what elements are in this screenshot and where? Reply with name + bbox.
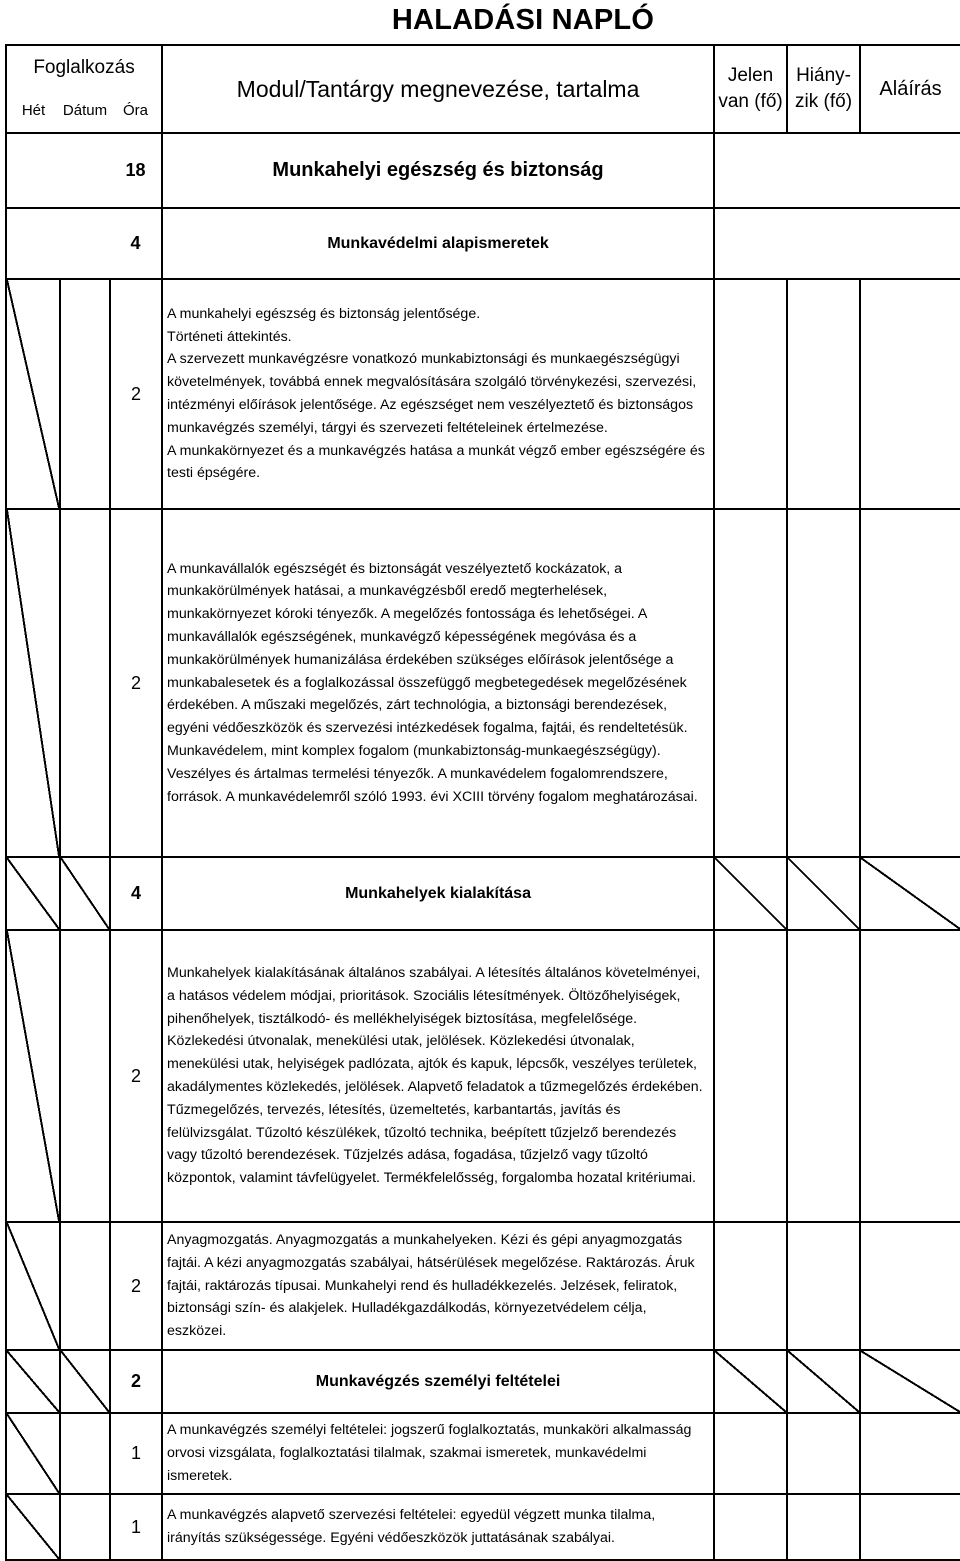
- hour-cell: 2: [110, 509, 162, 857]
- content-row: [6, 279, 960, 509]
- present-cell: [714, 509, 787, 857]
- hour-cell: 2: [110, 279, 162, 509]
- present-cell: [714, 930, 787, 1222]
- date-cell: [60, 279, 110, 509]
- present-cell: [714, 279, 787, 509]
- absent-cell: [787, 1222, 860, 1350]
- date-cell: [60, 1494, 110, 1560]
- present-cell: [714, 857, 787, 930]
- week-cell: [6, 1222, 60, 1350]
- topic-row: [6, 857, 960, 930]
- topic-row: [6, 208, 960, 279]
- present-cell: [714, 1350, 787, 1413]
- signature-cell: [860, 930, 960, 1222]
- week-cell: [6, 1413, 60, 1494]
- module-title: Munkahelyi egészség és biztonság: [162, 133, 714, 208]
- header-row-top: [6, 45, 960, 89]
- content-text: Anyagmozgatás. Anyagmozgatás a munkahelyeken. Kézi és gépi anyagmozgatás fajtái. A kézi anyagmozgatás szabályai, hátsérülések megelőzése. Raktározás. Áruk fajtái, raktározás típusai. Munkahelyi rend és hulladékkezelés. Jelzések, feliratok, biztonsági szín- és alakjelek. Hulladékgazdálkodás, környezetvédelem célja, eszközei.: [162, 1222, 714, 1350]
- absent-cell: [787, 1350, 860, 1413]
- week-cell: [6, 857, 60, 930]
- date-cell: [60, 930, 110, 1222]
- absent-cell: [787, 279, 860, 509]
- signature-cell: [860, 1350, 960, 1413]
- header-absent: Hiány-zik (fő): [787, 45, 860, 133]
- header-signature: Aláírás: [860, 45, 960, 133]
- absent-cell: [787, 509, 860, 857]
- signature-cell: [860, 1494, 960, 1560]
- signature-cell: [860, 509, 960, 857]
- week-cell: [6, 279, 60, 509]
- content-row: [6, 1413, 960, 1494]
- topic-hours: 2: [110, 1350, 162, 1413]
- week-cell: [6, 1494, 60, 1560]
- topic-title: Munkavégzés személyi feltételei: [162, 1350, 714, 1413]
- content-text: A munkavégzés alapvető szervezési feltételei: egyedül végzett munka tilalma, irányítás szükségessége. Egyéni védőeszközök juttatásának szabályai.: [162, 1494, 714, 1560]
- topic-hours: 4: [110, 208, 162, 279]
- absent-cell: [787, 857, 860, 930]
- present-cell: [714, 1222, 787, 1350]
- absent-cell: [787, 1413, 860, 1494]
- header-group-label: Foglalkozás: [6, 45, 162, 89]
- progress-log-table: [5, 44, 960, 1561]
- absent-cell: [787, 930, 860, 1222]
- date-cell: [60, 1350, 110, 1413]
- week-cell: [6, 930, 60, 1222]
- header-present: Jelen van (fő): [714, 45, 787, 133]
- hour-cell: 1: [110, 1494, 162, 1560]
- topic-hours: 4: [110, 857, 162, 930]
- date-cell: [60, 1222, 110, 1350]
- date-cell: [60, 1413, 110, 1494]
- header-week: Hét: [6, 89, 60, 133]
- content-row: [6, 930, 960, 1222]
- content-text: A munkahelyi egészség és biztonság jelentősége. Történeti áttekintés. A szervezett munkavégzésre vonatkozó munkabiztonsági és munkaegészségügyi követelmények, továbbá ennek megvalósítására szolgáló törvénykezési, szervezési, intézményi előírások jelentősége. Az egészséget nem veszélyeztető és biztonságos munkavégzés személyi, tárgyi és szervezeti feltételeinek értelmezése. A munkakörnyezet és a munkavégzés hatása a munkát végző ember egészségére és testi épségére.: [162, 279, 714, 509]
- content-text: A munkavállalók egészségét és biztonságát veszélyeztető kockázatok, a munkakörülmények hatásai, a munkavégzésből eredő megterhelések, munkakörnyezet kóroki tényezők. A megelőzés fontossága és lehetőségei. A munkavállalók egészségének, munkavégző képességének megóvása és a munkakörülmények humanizálása érdekében szükséges előírások jelentősége a munkabalesetek és a foglalkozással összefüggő megbetegedések megelőzésének érdekében. A műszaki megelőzés, zárt technológia, a biztonsági berendezések, egyéni védőeszközök és szervezési intézkedések fogalma, fajtái, és rendeltetésük. Munkavédelem, mint komplex fogalom (munkabiztonság-munkaegészségügy). Veszélyes és ártalmas termelési tényezők. A munkavédelem fogalomrendszere, források. A munkavédelemről szóló 1993. évi XCIII törvény fogalom meghatározásai.: [162, 509, 714, 857]
- hour-cell: 2: [110, 930, 162, 1222]
- content-text: Munkahelyek kialakításának általános szabályai. A létesítés általános követelményei, a hatásos védelem módjai, prioritások. Szociális létesítmények. Öltözőhelyiségek, pihenőhelyek, tisztálkodó- és mellékhelyiségek biztosítása, megfelelősége. Közlekedési útvonalak, menekülési utak, jelölések. Közlekedési útvonalak, menekülési utak, helyiségek padlózata, ajtók és kapuk, lépcsők, veszélyes területek, akadálymentes közlekedés, jelölések. Alapvető feladatok a tűzmegelőzés érdekében. Tűzmegelőzés, tervezés, létesítés, üzemeltetés, karbantartás, javítás és felülvizsgálat. Tűzoltó készülékek, tűzoltó technika, beépített tűzjelző berendezés vagy tűzoltó berendezések. Tűzjelzés adása, fogadása, tűzjelző vagy tűzoltó központok, valamint távfelügyelet. Termékfelelősség, forgalomba hozatal kritériumai.: [162, 930, 714, 1222]
- hour-cell: 1: [110, 1413, 162, 1494]
- topic-title: Munkahelyek kialakítása: [162, 857, 714, 930]
- date-cell: [60, 857, 110, 930]
- content-row: [6, 509, 960, 857]
- signature-cell: [860, 1413, 960, 1494]
- content-text: A munkavégzés személyi feltételei: jogszerű foglalkoztatás, munkaköri alkalmasság orvosi vizsgálata, foglalkoztatási tilalmak, szakmai ismeretek, munkavédelmi ismeretek.: [162, 1413, 714, 1494]
- content-row: [6, 1494, 960, 1560]
- signature-cell: [860, 1222, 960, 1350]
- topic-title: Munkavédelmi alapismeretek: [162, 208, 714, 279]
- header-hour: Óra: [110, 89, 162, 133]
- signature-cell: [860, 857, 960, 930]
- module-row: [6, 133, 960, 208]
- content-row: [6, 1222, 960, 1350]
- week-cell: [6, 1350, 60, 1413]
- present-cell: [714, 1413, 787, 1494]
- week-cell: [6, 509, 60, 857]
- hour-cell: 2: [110, 1222, 162, 1350]
- present-cell: [714, 1494, 787, 1560]
- header-module: Modul/Tantárgy megnevezése, tartalma: [162, 45, 714, 133]
- signature-cell: [860, 279, 960, 509]
- topic-row: [6, 1350, 960, 1413]
- page-title: HALADÁSI NAPLÓ: [391, 4, 655, 36]
- module-hours: 18: [110, 133, 162, 208]
- absent-cell: [787, 1494, 860, 1560]
- header-date: Dátum: [60, 89, 110, 133]
- date-cell: [60, 509, 110, 857]
